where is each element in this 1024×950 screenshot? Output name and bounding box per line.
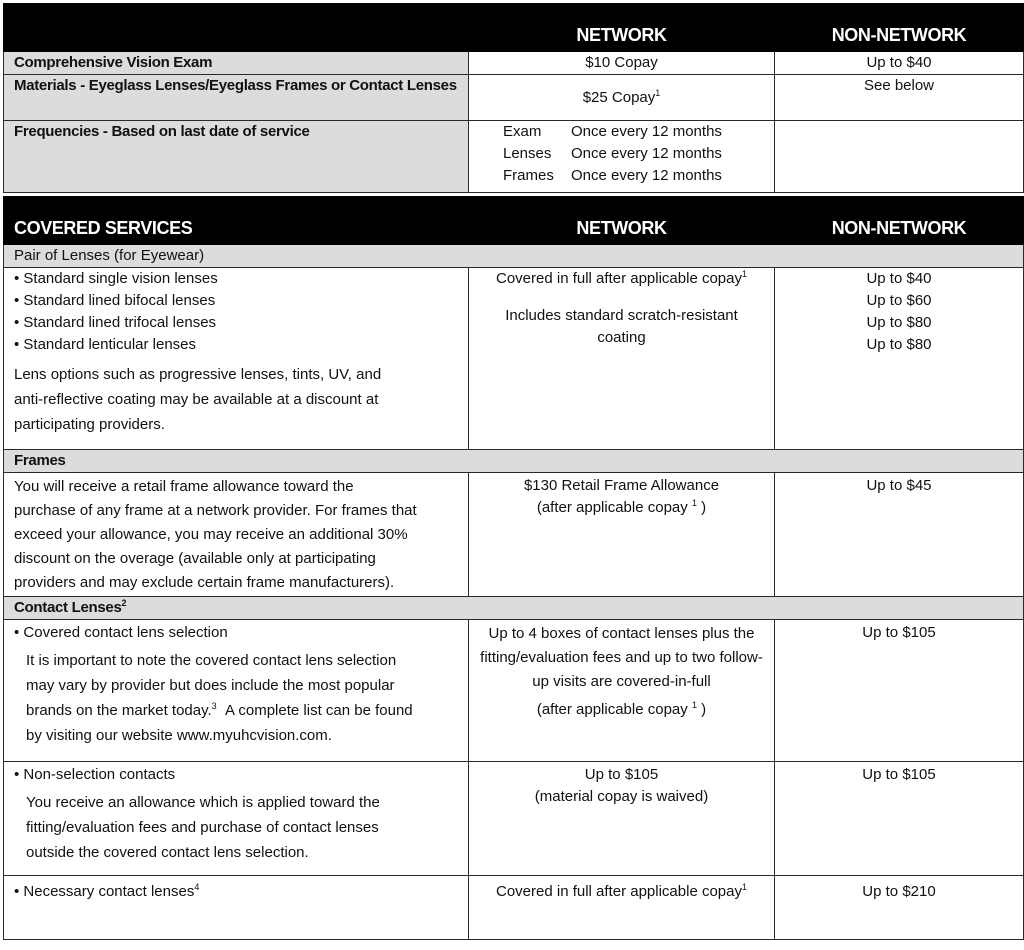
table-row [4,473,1024,597]
covered-contacts-website: A complete list can be found by visiting our website www.myuhcvision.com. [26,702,413,744]
header-blank [4,4,469,52]
frames-description [4,473,469,597]
section-row [4,450,1024,473]
network-coverage-text [479,268,764,290]
non-network-value: Up to $210 [775,876,1024,940]
footnote-ref: 1 [691,700,697,710]
frequency-item: Lenses [503,145,552,162]
frames-text: You will receive a retail frame allowance toward the purchase of any frame at a network provider. For frames that exceed your allowance, you may receive an additional 30% discount on the overage (available only at participating providers and may exclude certain frame manufacturers). [14,478,417,591]
frequency-value: Once every 12 months [571,167,722,184]
copay-note [479,698,764,722]
section-title-contacts [4,597,1024,620]
non-network-value: Up to $45 [775,473,1024,597]
list-item: • Standard single vision lenses [14,270,218,287]
header-non-network: NON-NETWORK [775,4,1024,52]
network-value [469,620,775,762]
section-title-lenses: Pair of Lenses (for Eyewear) [4,245,1024,268]
necessary-network-text: Covered in full after applicable copay [496,883,742,900]
footnote-ref: 1 [655,87,661,98]
copay-note-end: ) [701,701,707,718]
list-item: • Necessary contact lenses [14,883,195,900]
list-item: Up to $80 [866,314,932,331]
non-selection-description [4,762,469,876]
list-item: • Covered contact lens selection [14,624,228,641]
header-network: NETWORK [469,4,775,52]
network-value [469,268,775,450]
benefit-summary-table [3,3,1024,193]
header-network: NETWORK [469,197,775,245]
footnote-ref: 3 [211,701,217,711]
frequency-cell [469,121,775,193]
non-selection-network-amount: Up to $105 [584,766,659,783]
table-row [4,121,1024,193]
section-row [4,597,1024,620]
frequency-item: Exam [503,123,542,140]
table-header-row [4,4,1024,52]
footnote-ref: 1 [741,269,747,279]
non-network-value: Up to $40 [775,52,1024,75]
footnote-ref: 4 [194,882,200,892]
covered-contacts-note [22,648,458,748]
copay-note-text: (after applicable copay [536,701,688,718]
frequency-item: Frames [503,167,554,184]
list-item: Up to $60 [866,292,932,309]
table-row [4,52,1024,75]
covered-services-table [3,196,1024,940]
header-non-network: NON-NETWORK [775,197,1024,245]
list-item: Up to $80 [866,336,932,353]
non-network-value: Up to $105 [775,762,1024,876]
covered-contacts-text: It is important to note the covered contact lens selection may vary by provider but does include the most popular brands on the market today. [26,652,397,719]
list-item: • Standard lined bifocal lenses [14,292,216,309]
network-value [469,762,775,876]
copay-note [479,497,764,519]
row-label: Frequencies - Based on last date of service [4,121,469,193]
covered-contacts-network-text: Up to 4 boxes of contact lenses plus the fitting/evaluation fees and up to two follow-up visits are covered-in-full [480,625,763,690]
list-item: • Standard lenticular lenses [14,336,197,353]
table-row [4,75,1024,121]
copay-note-end: ) [701,499,707,516]
network-copay-text: $25 Copay [582,88,656,106]
covered-contacts-description [4,620,469,762]
necessary-contacts-description [4,876,469,940]
table-row [4,268,1024,450]
non-network-value [775,121,1024,193]
section-title-frames: Frames [4,450,1024,473]
non-network-value [775,268,1024,450]
footnote-ref: 2 [121,598,127,608]
list-item: Up to $40 [866,270,932,287]
non-network-value: See below [775,75,1024,121]
network-value [469,75,775,121]
lenses-description [4,268,469,450]
table-row [4,762,1024,876]
network-value [469,876,775,940]
footnote-ref: 1 [691,498,697,508]
table-row [4,876,1024,940]
section-row [4,245,1024,268]
header-covered-services: COVERED SERVICES [4,197,469,245]
list-item: • Standard lined trifocal lenses [14,314,217,331]
non-selection-text: You receive an allowance which is applied toward the fitting/evaluation fees and purchase of contact lenses outside the covered contact lens selection. [26,794,380,861]
list-item: • Non-selection contacts [14,766,176,783]
frequency-value: Once every 12 months [571,123,722,140]
row-label: Comprehensive Vision Exam [4,52,469,75]
copay-note-text: (after applicable copay [536,499,688,516]
lens-options-note: Lens options such as progressive lenses, tints, UV, and anti-reflective coating may be available at a discount at participating providers. [14,366,382,433]
frequency-value: Once every 12 months [571,145,722,162]
row-label: Materials - Eyeglass Lenses/Eyeglass Frames or Contact Lenses [4,75,469,121]
table-row [4,620,1024,762]
footnote-ref: 1 [741,882,747,892]
network-coverage-line: Covered in full after applicable copay [496,270,742,287]
frequency-list [503,121,764,187]
table-header-row [4,197,1024,245]
non-selection-network-note: (material copay is waived) [534,788,709,805]
frame-allowance-text: $130 Retail Frame Allowance [523,477,720,494]
non-network-value: Up to $105 [775,620,1024,762]
section-title-text: Contact Lenses [14,599,122,616]
network-coating-text: Includes standard scratch-resistant coating [505,307,738,346]
network-value: $10 Copay [469,52,775,75]
network-value [469,473,775,597]
